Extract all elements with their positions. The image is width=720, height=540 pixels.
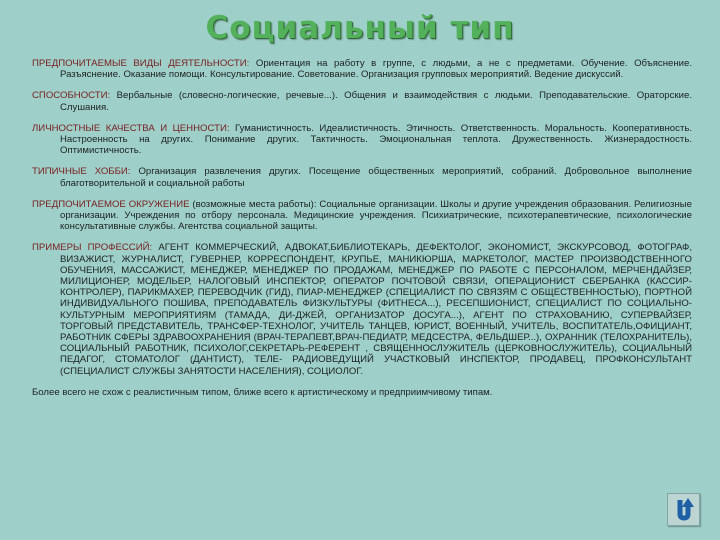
section-text: Вербальные (словесно-логические, речевые...). Общения и взаимодействия с людьми. Преподавательские. Ораторские. Слушания. xyxy=(60,90,692,113)
section-qualities xyxy=(32,123,692,157)
section-text: (возможные места работы): Социальные организации. Школы и другие учреждения образования. Религиозные организации. Учреждения по отбору персонала. Медицинские учреждения. Психиатрические, психотерапевтические, психологические консультативные службы. Агентства социальной защиты. xyxy=(60,198,692,233)
section-label: СПОСОБНОСТИ: xyxy=(32,90,111,102)
return-button[interactable] xyxy=(667,493,700,526)
section-label: ПРЕДПОЧИТАЕМЫЕ ВИДЫ ДЕЯТЕЛЬНОСТИ: xyxy=(32,58,250,69)
return-arrow-icon xyxy=(672,497,696,523)
section-label: ТИПИЧНЫЕ ХОББИ: xyxy=(32,166,131,178)
footer-note: Более всего не схож с реалистичным типом, ближе всего к артистическому и предприимчивому типам. xyxy=(32,386,493,398)
section-abilities xyxy=(32,90,692,112)
section-text: Гуманистичность. Идеалистичность. Этичность. Ответственность. Моральность. Кооперативность. Настроенность на других. Понимание других. Тактичность. Эмоциональная теплота. Дружественность. Жизнерадостность. Оптимистичность. xyxy=(60,122,692,157)
section-text: Организация развлечения других. Посещение общественных мероприятий, собраний. Добровольное выполнение благотворительной и социальной работы xyxy=(60,166,693,189)
section-hobbies xyxy=(32,166,692,188)
section-text: АГЕНТ КОММЕРЧЕСКИЙ, АДВОКАТ,БИБЛИОТЕКАРЬ, ДЕФЕКТОЛОГ, ЭКОНОМИСТ, ЭКСКУРСОВОД, ФОТОГРАФ, ВИЗАЖИСТ, ЖУРНАЛИСТ, ГУВЕРНЕР, КОРРЕСПОНДЕНТ, КРУПЬЕ, МАНИКЮРША, МАРКЕТОЛОГ, МАСТЕР ПРОИЗВОДСТВЕННОГО ОБУЧЕНИЯ, МАССАЖИСТ, МЕНЕДЖЕР, МЕНЕДЖЕР ПО ПРОДАЖАМ, МЕНЕДЖЕР ПО РАБОТЕ С ПЕРСОНАЛОМ, МЕРЧЕНДАЙЗЕР, МИЛИЦИОНЕР, МОДЕЛЬЕР, НАЛОГОВЫЙ ИНСПЕКТОР, ОПЕРАТОР ПОЧТОВОЙ СВЯЗИ, ОПЕРАЦИОНИСТ СБЕРБАНКА (КАССИР-КОНТРОЛЕР), ПАРИКМАХЕР, ПЕРЕВОДЧИК (ГИД), ПИАР-МЕНЕДЖЕР (СПЕЦИАЛИСТ ПО СВЯЗЯМ С ОБЩЕСТВЕННОСТЬЮ), ПОРТНОЙ ИНДИВИДУАЛЬНОГО ПОШИВА, ПРЕПОДАВАТЕЛЬ ФИЗКУЛЬТУРЫ (ФИТНЕСА...), РЕСЕПШИОНИСТ, СПЕЦИАЛИСТ ПО СОЦИАЛЬНО-КУЛЬТУРНЫМ МЕРОПРИЯТИЯМ (ТАМАДА, ДИ-ДЖЕЙ, ОРГАНИЗАТОР ДОСУГА...), АГЕНТ ПО СТРАХОВАНИЮ, СУПЕРВАЙЗЕР, ТОРГОВЫЙ ПРЕДСТАВИТЕЛЬ, ТРАНСФЕР-ТЕХНОЛОГ, УЧИТЕЛЬ ТАНЦЕВ, ЮРИСТ, ВОЕННЫЙ, УЧИТЕЛЬ, ВОСПИТАТЕЛЬ,ОФИЦИАНТ, РАБОТНИК СФЕРЫ ЗДРАВООХРАНЕНИЯ (ВРАЧ-ТЕРАПЕВТ,ВРАЧ-ПЕДИАТР, МЕДСЕСТРА, ФЕЛЬДШЕР...), ОХРАННИК (ТЕЛОХРАНИТЕЛЬ), СОЦИАЛЬНЫЙ РАБОТНИК, ПСИХОЛОГ,СЕКРЕТАРЬ-РЕФЕРЕНТ , СВЯЩЕННОСЛУЖИТЕЛЬ (ЦЕРКОВНОСЛУЖИТЕЛЬ), СОЦИАЛЬНЫЙ ПЕДАГОГ, СТОМАТОЛОГ (ДАНТИСТ), ТЕЛЕ- РАДИОВЕДУЩИЙ УЧАСТКОВЫЙ ИНСПЕКТОР, ПРОДАВЕЦ, ПРОФКОНСУЛЬТАНТ (СПЕЦИАЛИСТ СЛУЖБЫ ЗАНЯТОСТИ НАСЕЛЕНИЯ), СОЦИОЛОГ. xyxy=(60,242,692,377)
section-professions xyxy=(32,242,692,376)
section-label: ЛИЧНОСТНЫЕ КАЧЕСТВА И ЦЕННОСТИ: xyxy=(32,122,230,134)
section-text: Ориентация на работу в группе, с людьми, а не с предметами. Обучение. Объяснение. Разъяснение. Оказание помощи. Консультирование. Советование. Организация групповых мероприятий. Ведение дискуссий. xyxy=(60,58,692,81)
section-environment xyxy=(32,199,692,233)
section-activities xyxy=(32,58,692,80)
section-label: ПРИМЕРЫ ПРОФЕССИЙ: xyxy=(32,242,153,254)
content-body xyxy=(32,58,692,408)
page-title: Социальный тип xyxy=(205,10,515,46)
section-label: ПРЕДПОЧИТАЕМОЕ ОКРУЖЕНИЕ xyxy=(32,198,190,210)
